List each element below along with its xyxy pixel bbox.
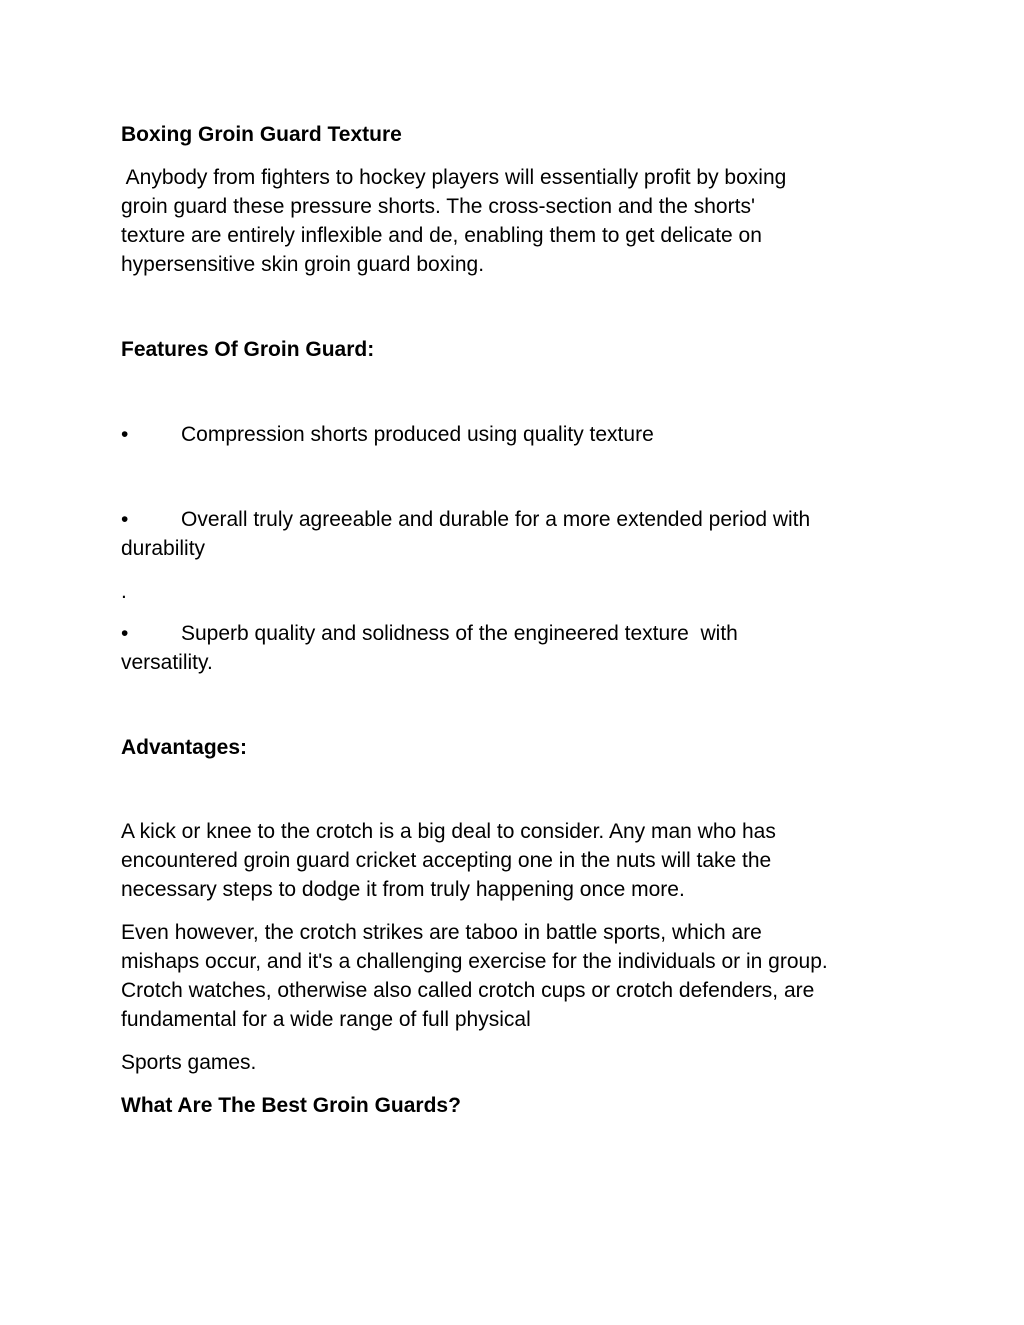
para2-line-1: Even however, the crotch strikes are taboo in battle sports, which are xyxy=(121,921,762,944)
intro-line-2: groin guard these pressure shorts. The cross-section and the shorts' xyxy=(121,195,755,218)
para3-line-1: Sports games. xyxy=(121,1051,257,1074)
heading-features: Features Of Groin Guard: xyxy=(121,338,375,361)
para2-line-4: fundamental for a wide range of full physical xyxy=(121,1008,531,1031)
heading-boxing-groin-guard-texture: Boxing Groin Guard Texture xyxy=(121,123,402,146)
bullet-symbol: • xyxy=(121,622,129,645)
heading-advantages: Advantages: xyxy=(121,736,248,759)
bullet-item-2 xyxy=(121,505,921,534)
bullet-symbol: • xyxy=(121,423,129,446)
intro-line-1: Anybody from fighters to hockey players will essentially profit by boxing xyxy=(121,166,787,189)
para1-line-2: encountered groin guard cricket accepting one in the nuts will take the xyxy=(121,849,772,872)
para2-line-3: Crotch watches, otherwise also called crotch cups or crotch defenders, are xyxy=(121,979,815,1002)
bullet-item-1 xyxy=(121,420,921,449)
bullet-symbol: • xyxy=(121,508,129,531)
intro-line-3: texture are entirely inflexible and de, enabling them to get delicate on xyxy=(121,224,762,247)
bullet-item-3 xyxy=(121,619,921,648)
para1-line-3: necessary steps to dodge it from truly happening once more. xyxy=(121,878,685,901)
heading-best-groin-guards: What Are The Best Groin Guards? xyxy=(121,1094,461,1117)
stray-dot: . xyxy=(121,580,127,603)
para2-line-2: mishaps occur, and it's a challenging exercise for the individuals or in group. xyxy=(121,950,828,973)
bullet-3-continuation: versatility. xyxy=(121,651,213,674)
bullet-3-text: Superb quality and solidness of the engineered texture with xyxy=(181,622,738,645)
bullet-2-continuation: durability xyxy=(121,537,206,560)
bullet-2-text: Overall truly agreeable and durable for a more extended period with xyxy=(181,508,811,531)
bullet-1-text: Compression shorts produced using quality texture xyxy=(181,423,654,446)
para1-line-1: A kick or knee to the crotch is a big deal to consider. Any man who has xyxy=(121,820,776,843)
intro-line-4: hypersensitive skin groin guard boxing. xyxy=(121,253,485,276)
